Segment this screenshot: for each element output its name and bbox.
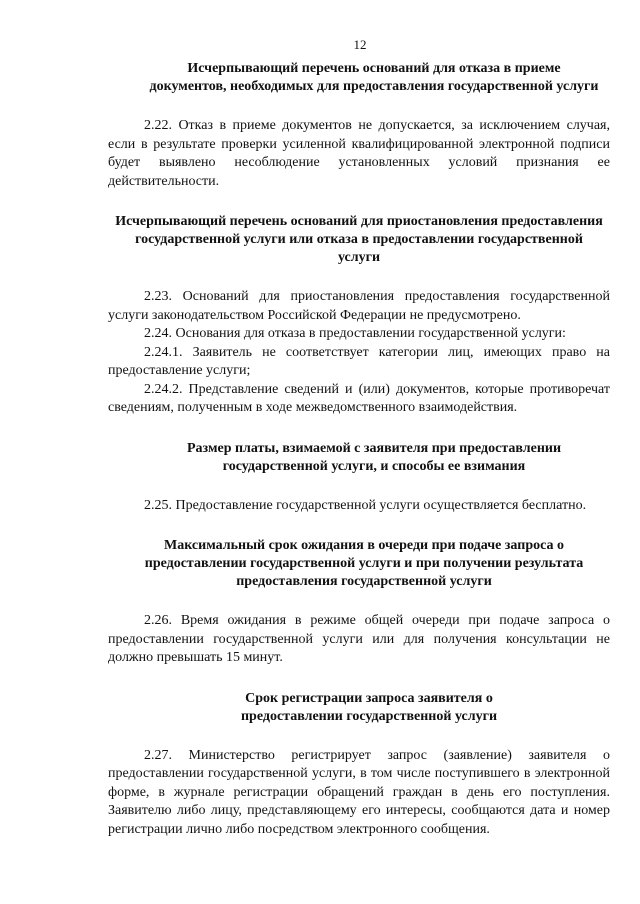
section-heading: Размер платы, взимаемой с заявителя при предоставлении государственной услуги, и способы ее взимания <box>186 440 562 474</box>
section-heading: Исчерпывающий перечень оснований для отказа в приеме документов, необходимых для предоставления государственной услуги <box>149 61 599 94</box>
paragraph-2-25: 2.25. Предоставление государственной услуги осуществляется бесплатно. <box>144 497 587 513</box>
paragraph-2-22: 2.22. Отказ в приеме документов не допускается, за исключением случая, если в результате проверки усиленной квалифицированной электронной подписи будет выявлено несоблюдение установленных условий признания ее действительности. <box>108 118 610 189</box>
section-registration-time <box>108 690 610 840</box>
section-fee <box>108 440 610 516</box>
document-body <box>108 60 610 839</box>
paragraph-2-24-1: 2.24.1. Заявитель не соответствует категории лиц, имеющих право на предоставление услуги; <box>108 344 610 378</box>
paragraph-2-24-2: 2.24.2. Представление сведений и (или) документов, которые противоречат сведениям, полученным в ходе межведомственного взаимодействия. <box>108 381 610 415</box>
section-heading: Исчерпывающий перечень оснований для приостановления предоставления государственной услуги или отказа в предоставлении государственной услуги <box>115 214 603 265</box>
section-heading: Срок регистрации запроса заявителя о предоставлении государственной услуги <box>240 690 498 724</box>
paragraph-2-24: 2.24. Основания для отказа в предоставлении государственной услуги: <box>144 326 566 341</box>
section-queue-time <box>108 537 610 668</box>
paragraph-2-23: 2.23. Оснований для приостановления предоставления государственной услуги законодательством Российской Федерации не предусмотрено. <box>108 289 610 323</box>
paragraph-2-27: 2.27. Министерство регистрирует запрос (заявление) заявителя о предоставлении государственной услуги, в том числе поступившего в электронной форме, в журнале регистрации обращений граждан в день его поступления. Заявителю либо лицу, представляющему его интересы, сообщаются дата и номер регистрации лично либо посредством электронного сообщения. <box>108 747 610 837</box>
paragraph-2-26: 2.26. Время ожидания в режиме общей очереди при подаче запроса о предоставлении государственной услуги или для получения консультации не должно превышать 15 минут. <box>108 613 610 665</box>
page-number: 12 <box>353 37 367 52</box>
section-refusal-acceptance <box>108 60 610 191</box>
section-suspension-refusal <box>108 213 610 418</box>
section-heading: Максимальный срок ожидания в очереди при подаче запроса о предоставлении государственной услуги и при получении результата предоставления государственной услуги <box>144 538 584 589</box>
